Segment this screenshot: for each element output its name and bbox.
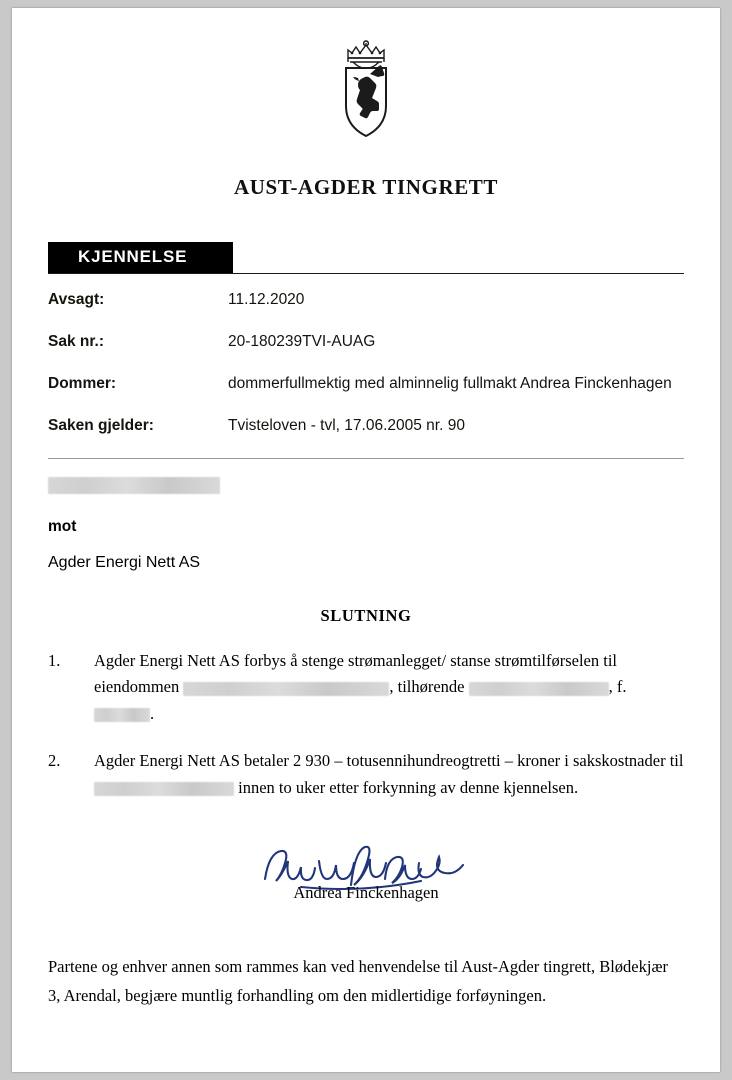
- redaction-name: [469, 682, 609, 696]
- item-2-text-part-2: innen to uker etter forkynning av denne kjennelsen.: [234, 777, 579, 797]
- redaction-name: [94, 782, 234, 796]
- footer-note: Partene og enhver annen som rammes kan ved henvendelse til Aust-Agder tingrett, Blødekjær 3, Arendal, begjære muntlig forhandling om den midlertidige forføyningen.: [48, 957, 668, 1005]
- coat-of-arms-icon: [326, 8, 406, 149]
- meta-row: [48, 332, 684, 353]
- item-number: 1.: [48, 650, 61, 670]
- meta-row: [48, 416, 684, 437]
- item-2-text-part-1: Agder Energi Nett AS betaler 2 930 – totusennihundreogtretti – kroner i sakskostnader til: [94, 750, 684, 770]
- redaction-birthdate: [94, 708, 150, 722]
- meta-value-dommer: dommerfullmektig med alminnelig fullmakt Andrea Finckenhagen: [228, 374, 672, 392]
- banner-filler: [233, 242, 684, 273]
- item-number: 2.: [48, 750, 61, 770]
- versus-label: mot: [48, 517, 77, 535]
- meta-label-dommer: Dommer:: [48, 374, 117, 392]
- item-1-text-part-4: .: [150, 704, 155, 724]
- list-item: [48, 748, 684, 801]
- document-page: [12, 8, 720, 1072]
- meta-value-sakengjelder: Tvisteloven - tvl, 17.06.2005 nr. 90: [228, 416, 465, 434]
- defendant-name: Agder Energi Nett AS: [48, 553, 201, 571]
- item-1-text-part-2: , tilhørende: [389, 677, 469, 697]
- list-item: [48, 648, 684, 728]
- meta-row: [48, 290, 684, 311]
- meta-row: [48, 374, 684, 395]
- divider: [48, 458, 684, 459]
- redaction-block: [48, 477, 220, 494]
- case-metadata: [48, 290, 684, 437]
- signature-block: [48, 835, 684, 919]
- section-heading: SLUTNING: [320, 605, 412, 625]
- decision-type-banner: [48, 242, 684, 274]
- banner-label: KJENNELSE: [48, 242, 233, 273]
- item-text: [94, 648, 684, 728]
- item-1-text-part-1: Agder Energi Nett AS forbys å stenge strømanlegget/ stanse strømtilførselen til eiendommen: [94, 650, 618, 697]
- meta-value-saknr: 20-180239TVI-AUAG: [228, 332, 376, 350]
- plaintiff-redacted: [48, 477, 684, 508]
- meta-label-avsagt: Avsagt:: [48, 291, 105, 308]
- court-name: AUST-AGDER TINGRETT: [233, 175, 499, 199]
- meta-label-sakengjelder: Saken gjelder:: [48, 416, 154, 434]
- redaction-address: [183, 682, 389, 696]
- meta-label-saknr: Sak nr.:: [48, 332, 104, 350]
- meta-value-avsagt: 11.12.2020: [228, 291, 305, 308]
- signature-name: Andrea Finckenhagen: [293, 883, 439, 903]
- item-1-text-part-3: , f.: [608, 677, 627, 697]
- item-text: [94, 748, 684, 801]
